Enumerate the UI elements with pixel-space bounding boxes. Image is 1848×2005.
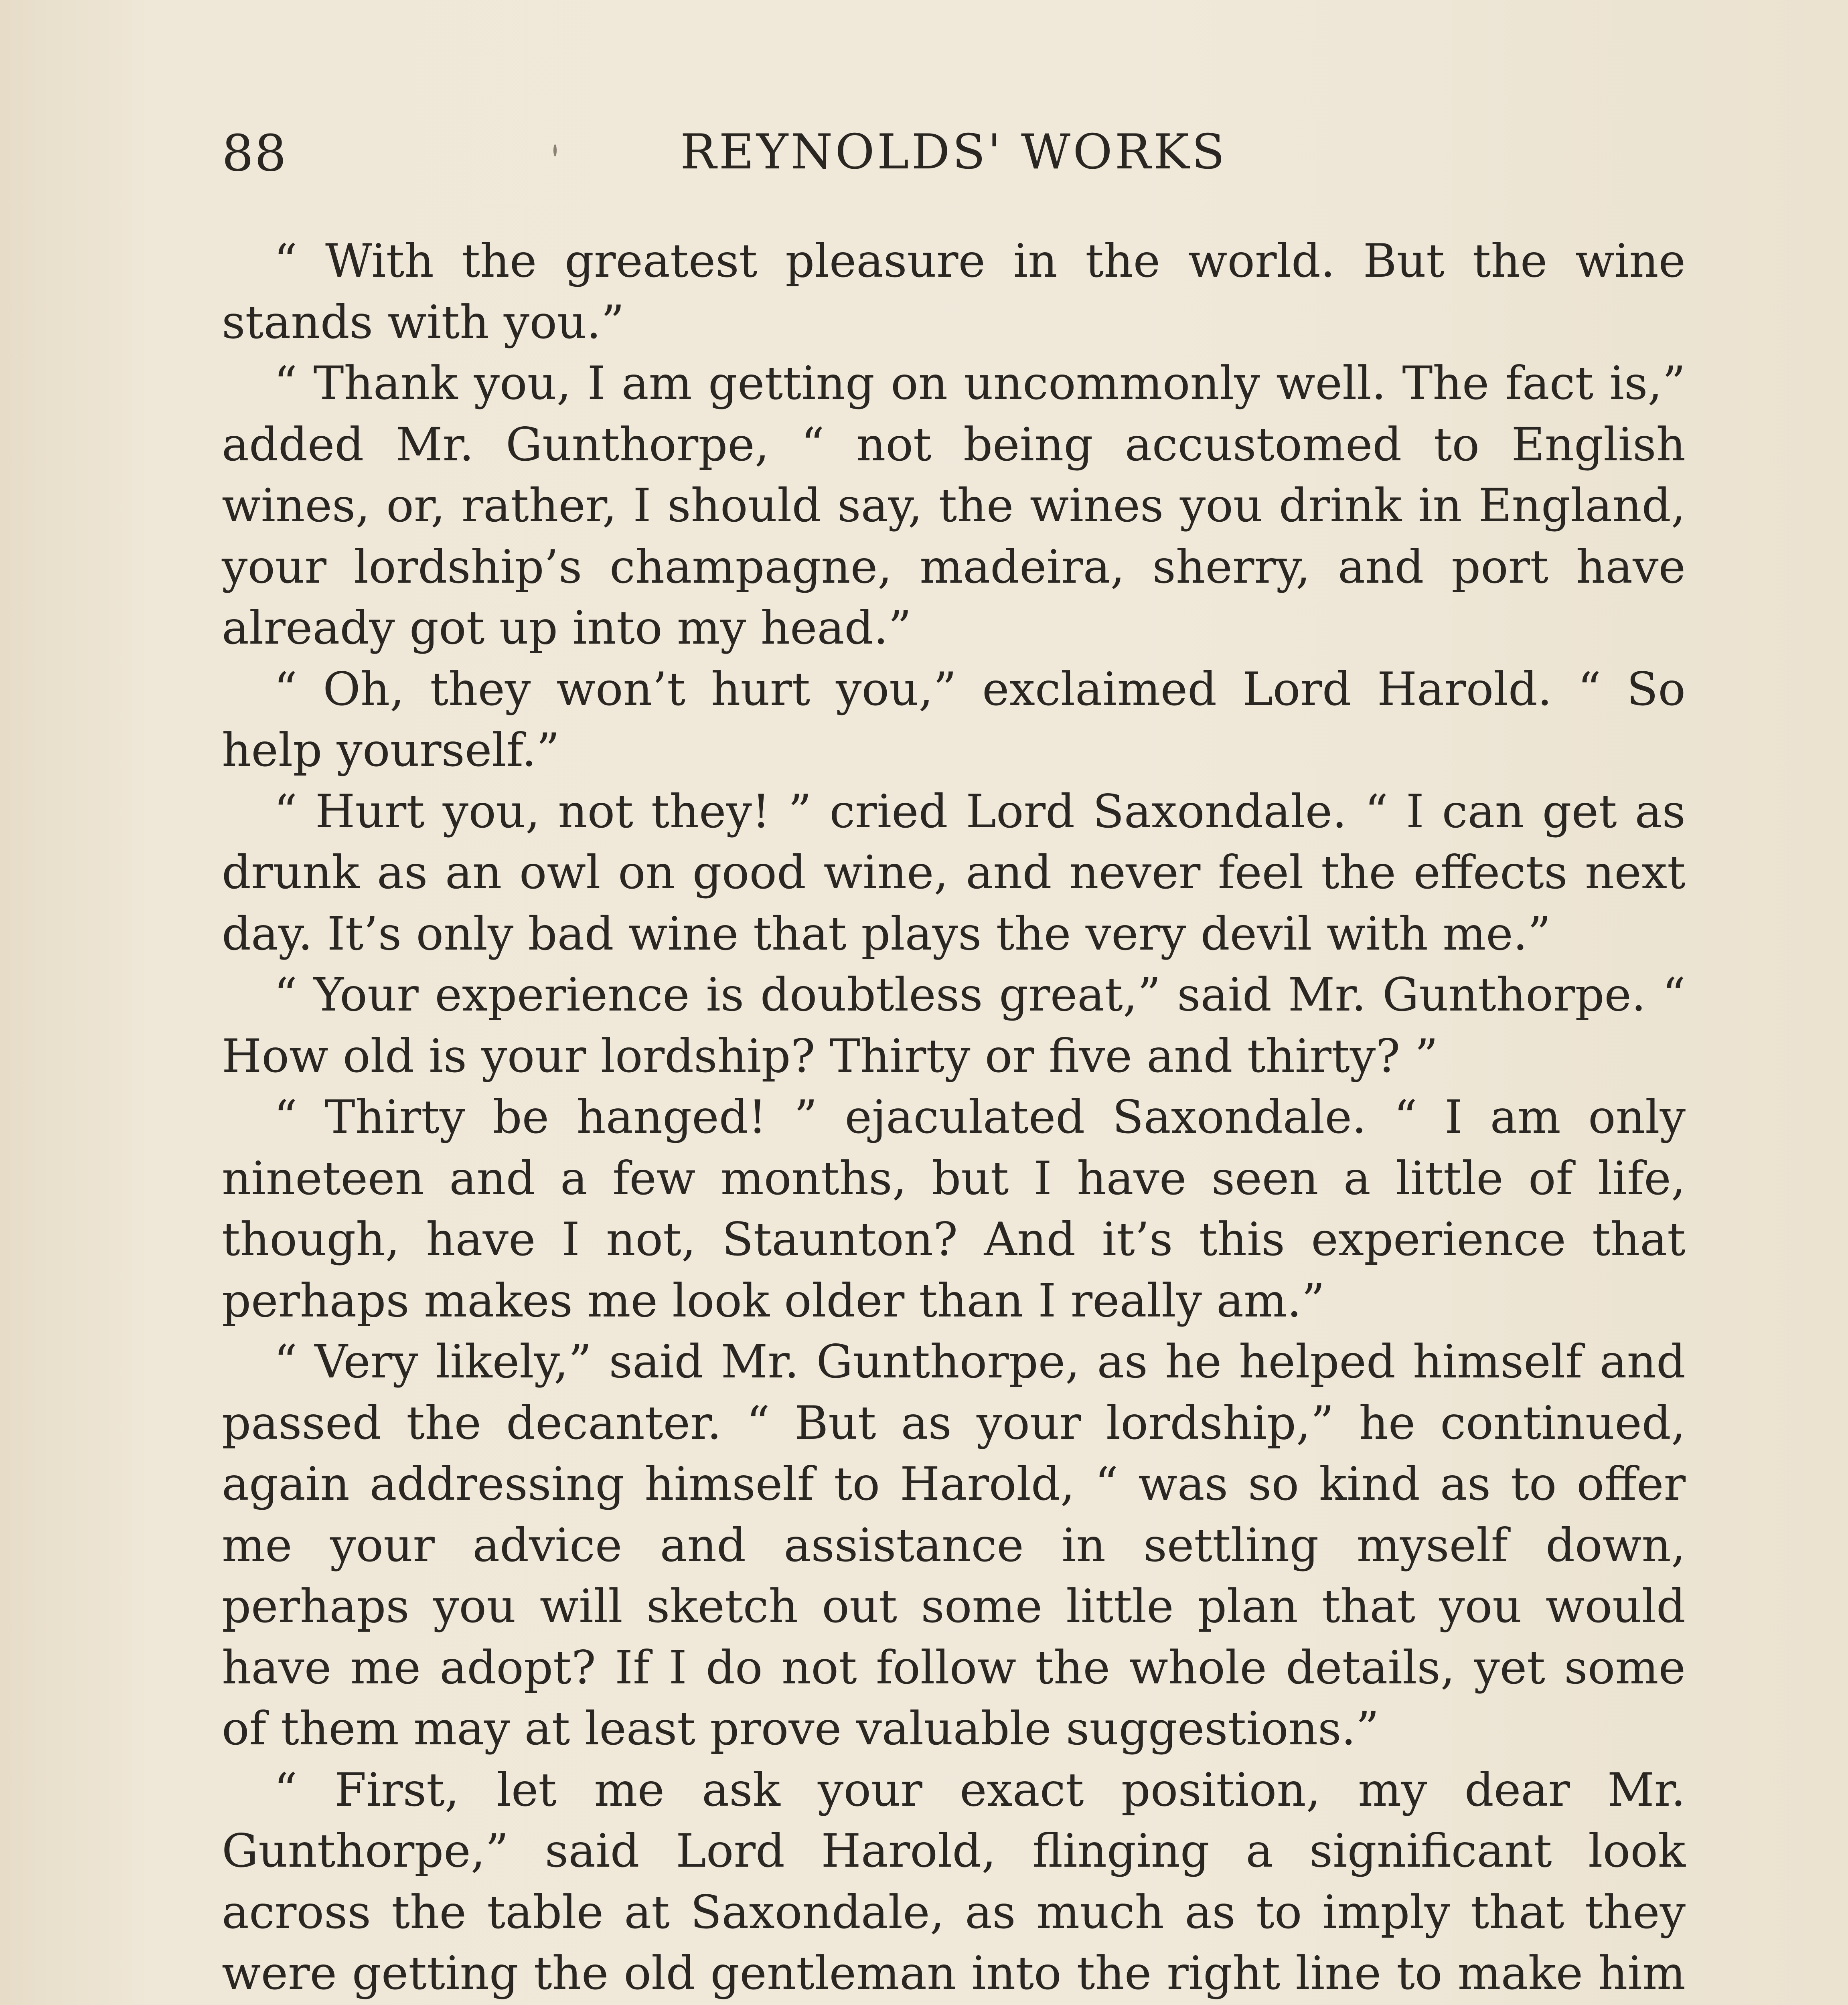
paragraph: “ Hurt you, not they! ” cried Lord Saxondale. “ I can get as drunk as an owl on good wine, and never feel the effects next day. It’s only bad wine that plays the very devil with me.” <box>222 784 1686 960</box>
running-head: REYNOLDS' WORKS <box>680 124 1227 180</box>
page-header <box>222 120 1686 192</box>
paragraph: “ Your experience is doubtless great,” said Mr. Gunthorpe. “ How old is your lordship? Thirty or five and thirty? ” <box>222 968 1686 1083</box>
paragraph: “ First, let me ask your exact position, my dear Mr. Gunthorpe,” said Lord Harold, flinging a significant look across the table at Saxondale, as much as to imply that they were getting the old gentleman into the right line to make him <box>222 1763 1686 2000</box>
paragraph: “ Very likely,” said Mr. Gunthorpe, as he helped himself and passed the decanter. “ But as your lordship,” he continued, again addressing himself to Harold, “ was so kind as to offer me your advice and assistance in settling myself down, perhaps you will sketch out some little plan that you would have me adopt? If I do not follow the whole details, yet some of them may at least prove valuable suggestions.” <box>222 1335 1686 1755</box>
paragraph: “ Oh, they won’t hurt you,” exclaimed Lord Harold. “ So help yourself.” <box>222 662 1686 777</box>
paragraph: “ Thank you, I am getting on uncommonly well. The fact is,” added Mr. Gunthorpe, “ not being accustomed to English wines, or, rather, I should say, the wines you drink in England, your lordship’s champagne, madeira, sherry, and port have already got up into my head.” <box>222 356 1686 654</box>
ink-speck <box>553 144 557 156</box>
paragraph: “ Thirty be hanged! ” ejaculated Saxondale. “ I am only nineteen and a few months, but I have seen a little of life, though, have I not, Staunton? And it’s this experience that perhaps makes me look older than I really am.” <box>222 1090 1686 1327</box>
page-number: 88 <box>222 124 288 182</box>
body-text <box>222 231 1686 2005</box>
paragraph: “ With the greatest pleasure in the world. But the wine stands with you.” <box>222 234 1686 349</box>
